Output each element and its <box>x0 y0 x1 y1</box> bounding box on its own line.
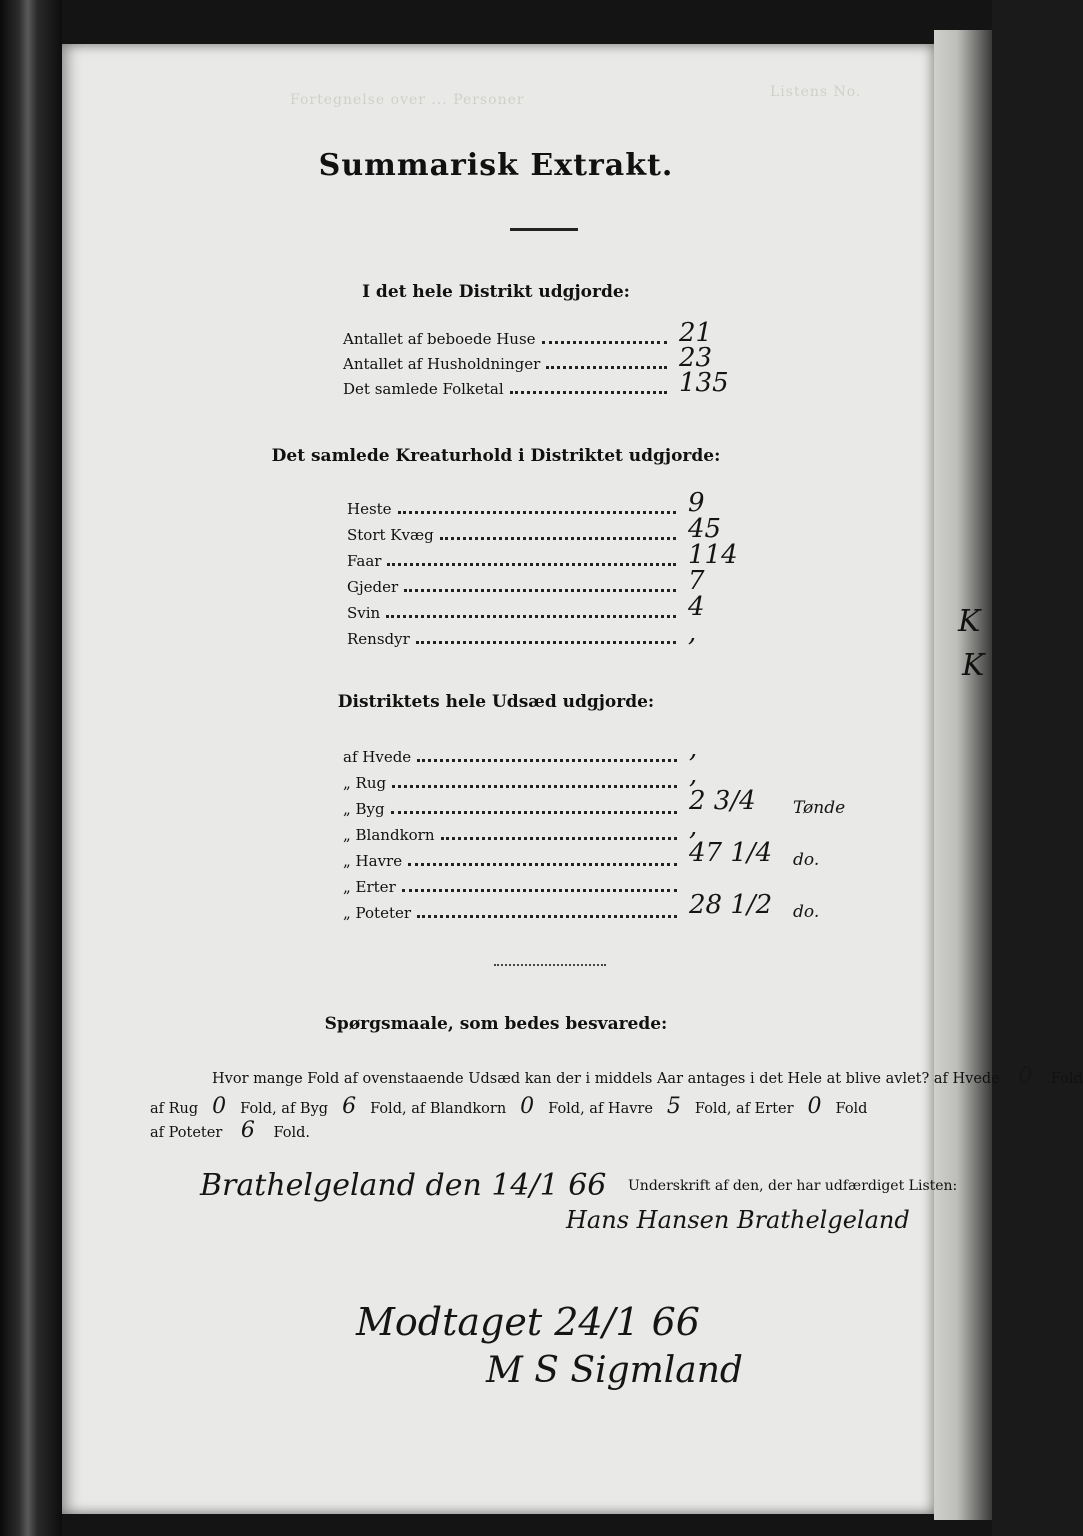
row-value: 47 1/4 <box>689 838 773 868</box>
leader-dots <box>417 749 677 762</box>
answer-value: 0 <box>807 1094 822 1119</box>
row-label: „ Poteter <box>343 904 412 922</box>
row-unit: do. <box>793 850 820 870</box>
answer-value: 0 <box>212 1094 227 1119</box>
answer-value: 6 <box>342 1094 357 1119</box>
row-label: Faar <box>347 552 382 570</box>
place-date: Brathelgeland den 14/1 66 <box>200 1168 607 1203</box>
row-label: „ Rug <box>343 774 387 792</box>
question-segment: Fold, af Havre <box>548 1101 653 1117</box>
row-label: Svin <box>347 604 381 622</box>
leader-dots <box>408 853 677 866</box>
faint-header-right: Listens No. <box>770 84 862 100</box>
row-value: 23 <box>679 343 713 373</box>
page-title: Summarisk Extrakt. <box>318 148 674 183</box>
leader-dots <box>546 356 667 369</box>
question-line-3 <box>150 1118 310 1143</box>
row-label: „ Byg <box>343 800 385 818</box>
question-line-2-end: Fold <box>835 1101 868 1117</box>
section1-heading: I det hele Distrikt udgjorde: <box>362 282 630 302</box>
row-value: 7 <box>688 566 705 596</box>
section-divider <box>494 964 606 966</box>
extract-row <box>347 604 682 622</box>
row-value: , <box>689 812 698 842</box>
extract-row <box>343 852 683 870</box>
leader-dots <box>391 801 677 814</box>
leader-dots <box>542 331 667 344</box>
page-edge <box>934 30 992 1520</box>
questions-heading: Spørgsmaale, som bedes besvarede: <box>324 1014 668 1034</box>
answer-value: 0 <box>520 1094 535 1119</box>
row-value: 4 <box>688 592 705 622</box>
extract-row <box>347 552 682 570</box>
row-label: Heste <box>347 500 392 518</box>
row-label: Antallet af beboede Huse <box>343 330 536 348</box>
row-label: af Hvede <box>343 748 412 766</box>
row-value: 9 <box>688 488 705 518</box>
row-label: „ Erter <box>343 878 396 896</box>
extract-row <box>343 800 683 818</box>
faint-header-left: Fortegnelse over ... Personer <box>290 92 525 108</box>
extract-row <box>343 355 673 373</box>
extract-row <box>347 526 682 544</box>
extract-row <box>343 748 683 766</box>
question-line-1-end: Fold <box>1051 1071 1083 1087</box>
extract-row <box>343 878 683 896</box>
row-label: „ Havre <box>343 852 403 870</box>
extract-row <box>347 500 682 518</box>
row-label: Det samlede Folketal <box>343 380 504 398</box>
margin-note-2: K <box>962 648 985 683</box>
question-line-3-text: af Poteter <box>150 1125 223 1141</box>
extract-row <box>343 330 673 348</box>
row-value: , <box>689 734 698 764</box>
extract-row <box>343 380 673 398</box>
question-segment: Fold, af Blandkorn <box>370 1101 507 1117</box>
signer-name: Hans Hansen Brathelgeland <box>566 1206 910 1234</box>
leader-dots <box>386 605 676 618</box>
signature-label: Underskrift af den, der har udfærdiget Listen: <box>628 1178 958 1194</box>
receiver-signature: M S Sigmland <box>486 1350 743 1391</box>
answer-poteter: 6 <box>240 1118 255 1143</box>
leader-dots <box>398 501 676 514</box>
row-unit: do. <box>793 902 820 922</box>
row-value: 2 3/4 <box>689 786 756 816</box>
leader-dots <box>441 827 677 840</box>
extract-row <box>343 826 683 844</box>
received-note: Modtaget 24/1 66 <box>356 1300 700 1344</box>
question-line-1 <box>212 1064 1083 1089</box>
leader-dots <box>510 381 667 394</box>
question-line-2 <box>150 1094 867 1119</box>
extract-row <box>343 904 683 922</box>
leader-dots <box>404 579 676 592</box>
answer-hvede: 0 <box>1018 1064 1033 1089</box>
row-unit: Tønde <box>793 798 846 818</box>
margin-note-1: K <box>958 604 981 639</box>
leader-dots <box>387 553 676 566</box>
question-line-1-text: Hvor mange Fold af ovenstaaende Udsæd kan der i middels Aar antages i det Hele at blive avlet? af Hvede <box>212 1071 1000 1087</box>
row-label: „ Blandkorn <box>343 826 435 844</box>
row-label: Antallet af Husholdninger <box>343 355 541 373</box>
answer-value: 5 <box>666 1094 681 1119</box>
extract-row <box>347 630 682 648</box>
row-label: Stort Kvæg <box>347 526 434 544</box>
extract-row <box>347 578 682 596</box>
row-value: , <box>688 618 697 648</box>
row-label: Gjeder <box>347 578 399 596</box>
row-value: 28 1/2 <box>689 890 773 920</box>
row-label: Rensdyr <box>347 630 410 648</box>
row-value: 114 <box>688 540 738 570</box>
question-line-3-end: Fold. <box>273 1125 311 1141</box>
row-value: 21 <box>679 318 713 348</box>
book-spine <box>0 0 62 1536</box>
row-value: , <box>689 760 698 790</box>
section3-heading: Distriktets hele Udsæd udgjorde: <box>337 692 655 712</box>
row-value: 45 <box>688 514 722 544</box>
question-segment: Fold, af Byg <box>240 1101 329 1117</box>
section2-heading: Det samlede Kreaturhold i Distriktet udgjorde: <box>271 446 721 466</box>
leader-dots <box>440 527 676 540</box>
question-segment: af Rug <box>150 1101 199 1117</box>
extract-row <box>343 774 683 792</box>
title-rule <box>510 228 578 231</box>
leader-dots <box>392 775 677 788</box>
leader-dots <box>402 879 677 892</box>
leader-dots <box>417 905 677 918</box>
leader-dots <box>416 631 676 644</box>
question-segment: Fold, af Erter <box>694 1101 794 1117</box>
row-value: 135 <box>679 368 729 398</box>
